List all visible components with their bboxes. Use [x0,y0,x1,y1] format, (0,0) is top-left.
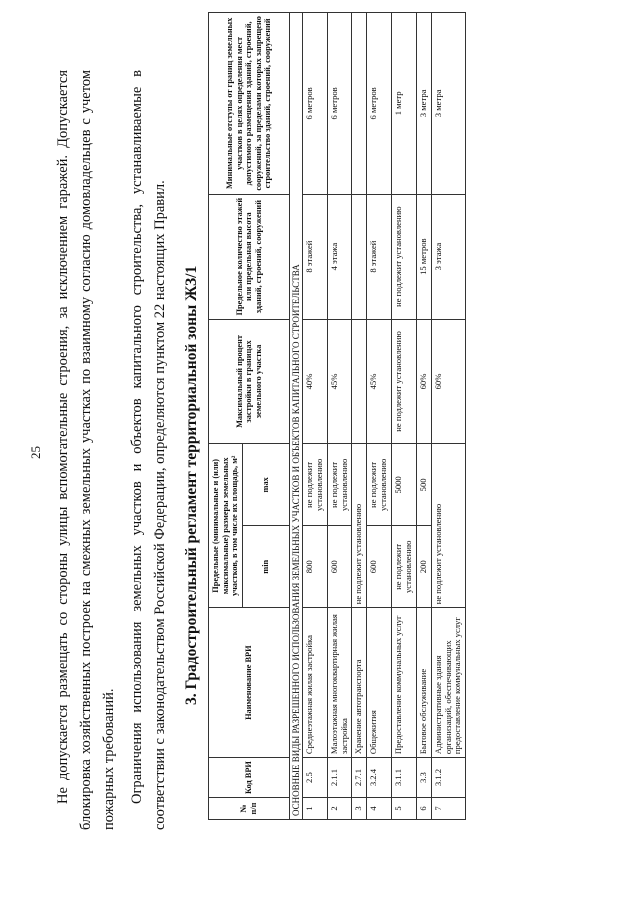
cell-max: 500 [416,444,431,526]
section-title: 3. Градостроительный регламент территориальной зоны ЖЗ/1 [183,265,200,705]
table-row [431,13,466,820]
table-row [367,13,392,820]
cell-setback: 3 метра [431,13,466,195]
section-row [289,13,302,820]
cell-name: Предоставление коммунальных услуг [392,608,417,758]
cell-area-span: не подлежит установлению [431,444,466,608]
cell-num: 2 [327,798,352,820]
table-row [352,13,367,820]
cell-floors: не подлежит установлению [392,194,417,319]
cell-code: 3.2.4 [367,758,392,798]
cell-floors: 8 этажей [367,194,392,319]
paragraph-restrictions [126,70,172,830]
paragraph-garages [52,70,121,830]
table-row [416,13,431,820]
cell-code: 2.7.1 [352,758,367,798]
cell-name: Хранение автотранспорта [352,608,367,758]
cell-floors: 3 этажа [431,194,466,319]
section-label: ОСНОВНЫЕ ВИДЫ РАЗРЕШЕННОГО ИСПОЛЬЗОВАНИЯ ЗЕМЕЛЬНЫХ УЧАСТКОВ И ОБЪЕКТОВ КАПИТАЛЬНОГО СТРОИТЕЛЬСТВА [289,13,302,820]
cell-code: 2.1.1 [327,758,352,798]
cell-setback: 3 метра [416,13,431,195]
table-row [392,13,417,820]
cell-setback: 6 метров [327,13,352,195]
header-percent: Максимальный процент застройки в границах земельного участка [209,319,290,444]
cell-setback: 6 метров [367,13,392,195]
regulation-table [208,12,466,820]
header-area: Предельные (минимальные и (или) максимальные) размеры земельных участков, в том числе их площадь, м² [209,444,243,608]
cell-num: 6 [416,798,431,820]
cell-max: 5000 [392,444,417,526]
cell-num: 3 [352,798,367,820]
cell-min: 600 [367,526,392,608]
cell-percent: 45% [327,319,352,444]
cell-name: Малоэтажная многоквартирная жилая застройка [327,608,352,758]
header-floors: Предельное количество этажей или предельная высота зданий, строений, сооружений [209,194,290,319]
cell-min: 200 [416,526,431,608]
cell-name: Общежития [367,608,392,758]
cell-percent: 45% [367,319,392,444]
cell-name: Среднеэтажная жилая застройка [302,608,327,758]
header-name: Наименование ВРИ [209,608,290,758]
cell-name: Административные здания организаций, обеспечивающих предоставление коммунальных услуг [431,608,466,758]
cell-num: 4 [367,798,392,820]
cell-max: не подлежит установлению [367,444,392,526]
cell-num: 7 [431,798,466,820]
table-row [302,13,327,820]
cell-max: не подлежит установлению [302,444,327,526]
table-header-row [209,13,243,820]
cell-num: 5 [392,798,417,820]
cell-setback [352,13,367,195]
cell-code: 3.3 [416,758,431,798]
table-row [327,13,352,820]
header-code: Код ВРИ [209,758,290,798]
cell-area-span: не подлежит установлению [352,444,367,608]
cell-min: 600 [327,526,352,608]
header-setback: Минимальные отступы от границ земельных участков в целях определения мест допустимого размещения зданий, строений, сооружений, за пределами которых запрещено строительство зданий, строений, сооружений [209,13,290,195]
cell-num: 1 [302,798,327,820]
cell-percent [352,319,367,444]
cell-percent: 40% [302,319,327,444]
cell-floors: 8 этажей [302,194,327,319]
paragraph-garages-text: Не допускается размещать со стороны улицы вспомогательные строения, за исключением гаражей. Допускается блокировка хозяйственных построек на смежных земельных участках по взаимному согласию домовладельцев с учетом пожарных требований. [55,70,117,830]
cell-percent: не подлежит установлению [392,319,417,444]
paragraph-restrictions-text: Ограничения использования земельных участков и объектов капитального строительства, устанавливаемые в соответствии с законодательством Российской Федерации, определяются пунктом 22 настоящих Правил. [129,70,168,830]
cell-code: 3.1.2 [431,758,466,798]
cell-setback: 1 метр [392,13,417,195]
cell-floors: 15 метров [416,194,431,319]
cell-setback: 6 метров [302,13,327,195]
cell-min: 800 [302,526,327,608]
page-number: 25 [28,446,43,459]
header-min: min [242,526,289,608]
cell-percent: 60% [416,319,431,444]
cell-floors: 4 этажа [327,194,352,319]
header-max: max [242,444,289,526]
cell-percent: 60% [431,319,466,444]
header-num: № п/п [209,798,290,820]
cell-code: 2.5 [302,758,327,798]
cell-name: Бытовое обслуживание [416,608,431,758]
cell-max: не подлежит установлению [327,444,352,526]
cell-code: 3.1.1 [392,758,417,798]
cell-floors [352,194,367,319]
cell-min: не подлежит установлению [392,526,417,608]
